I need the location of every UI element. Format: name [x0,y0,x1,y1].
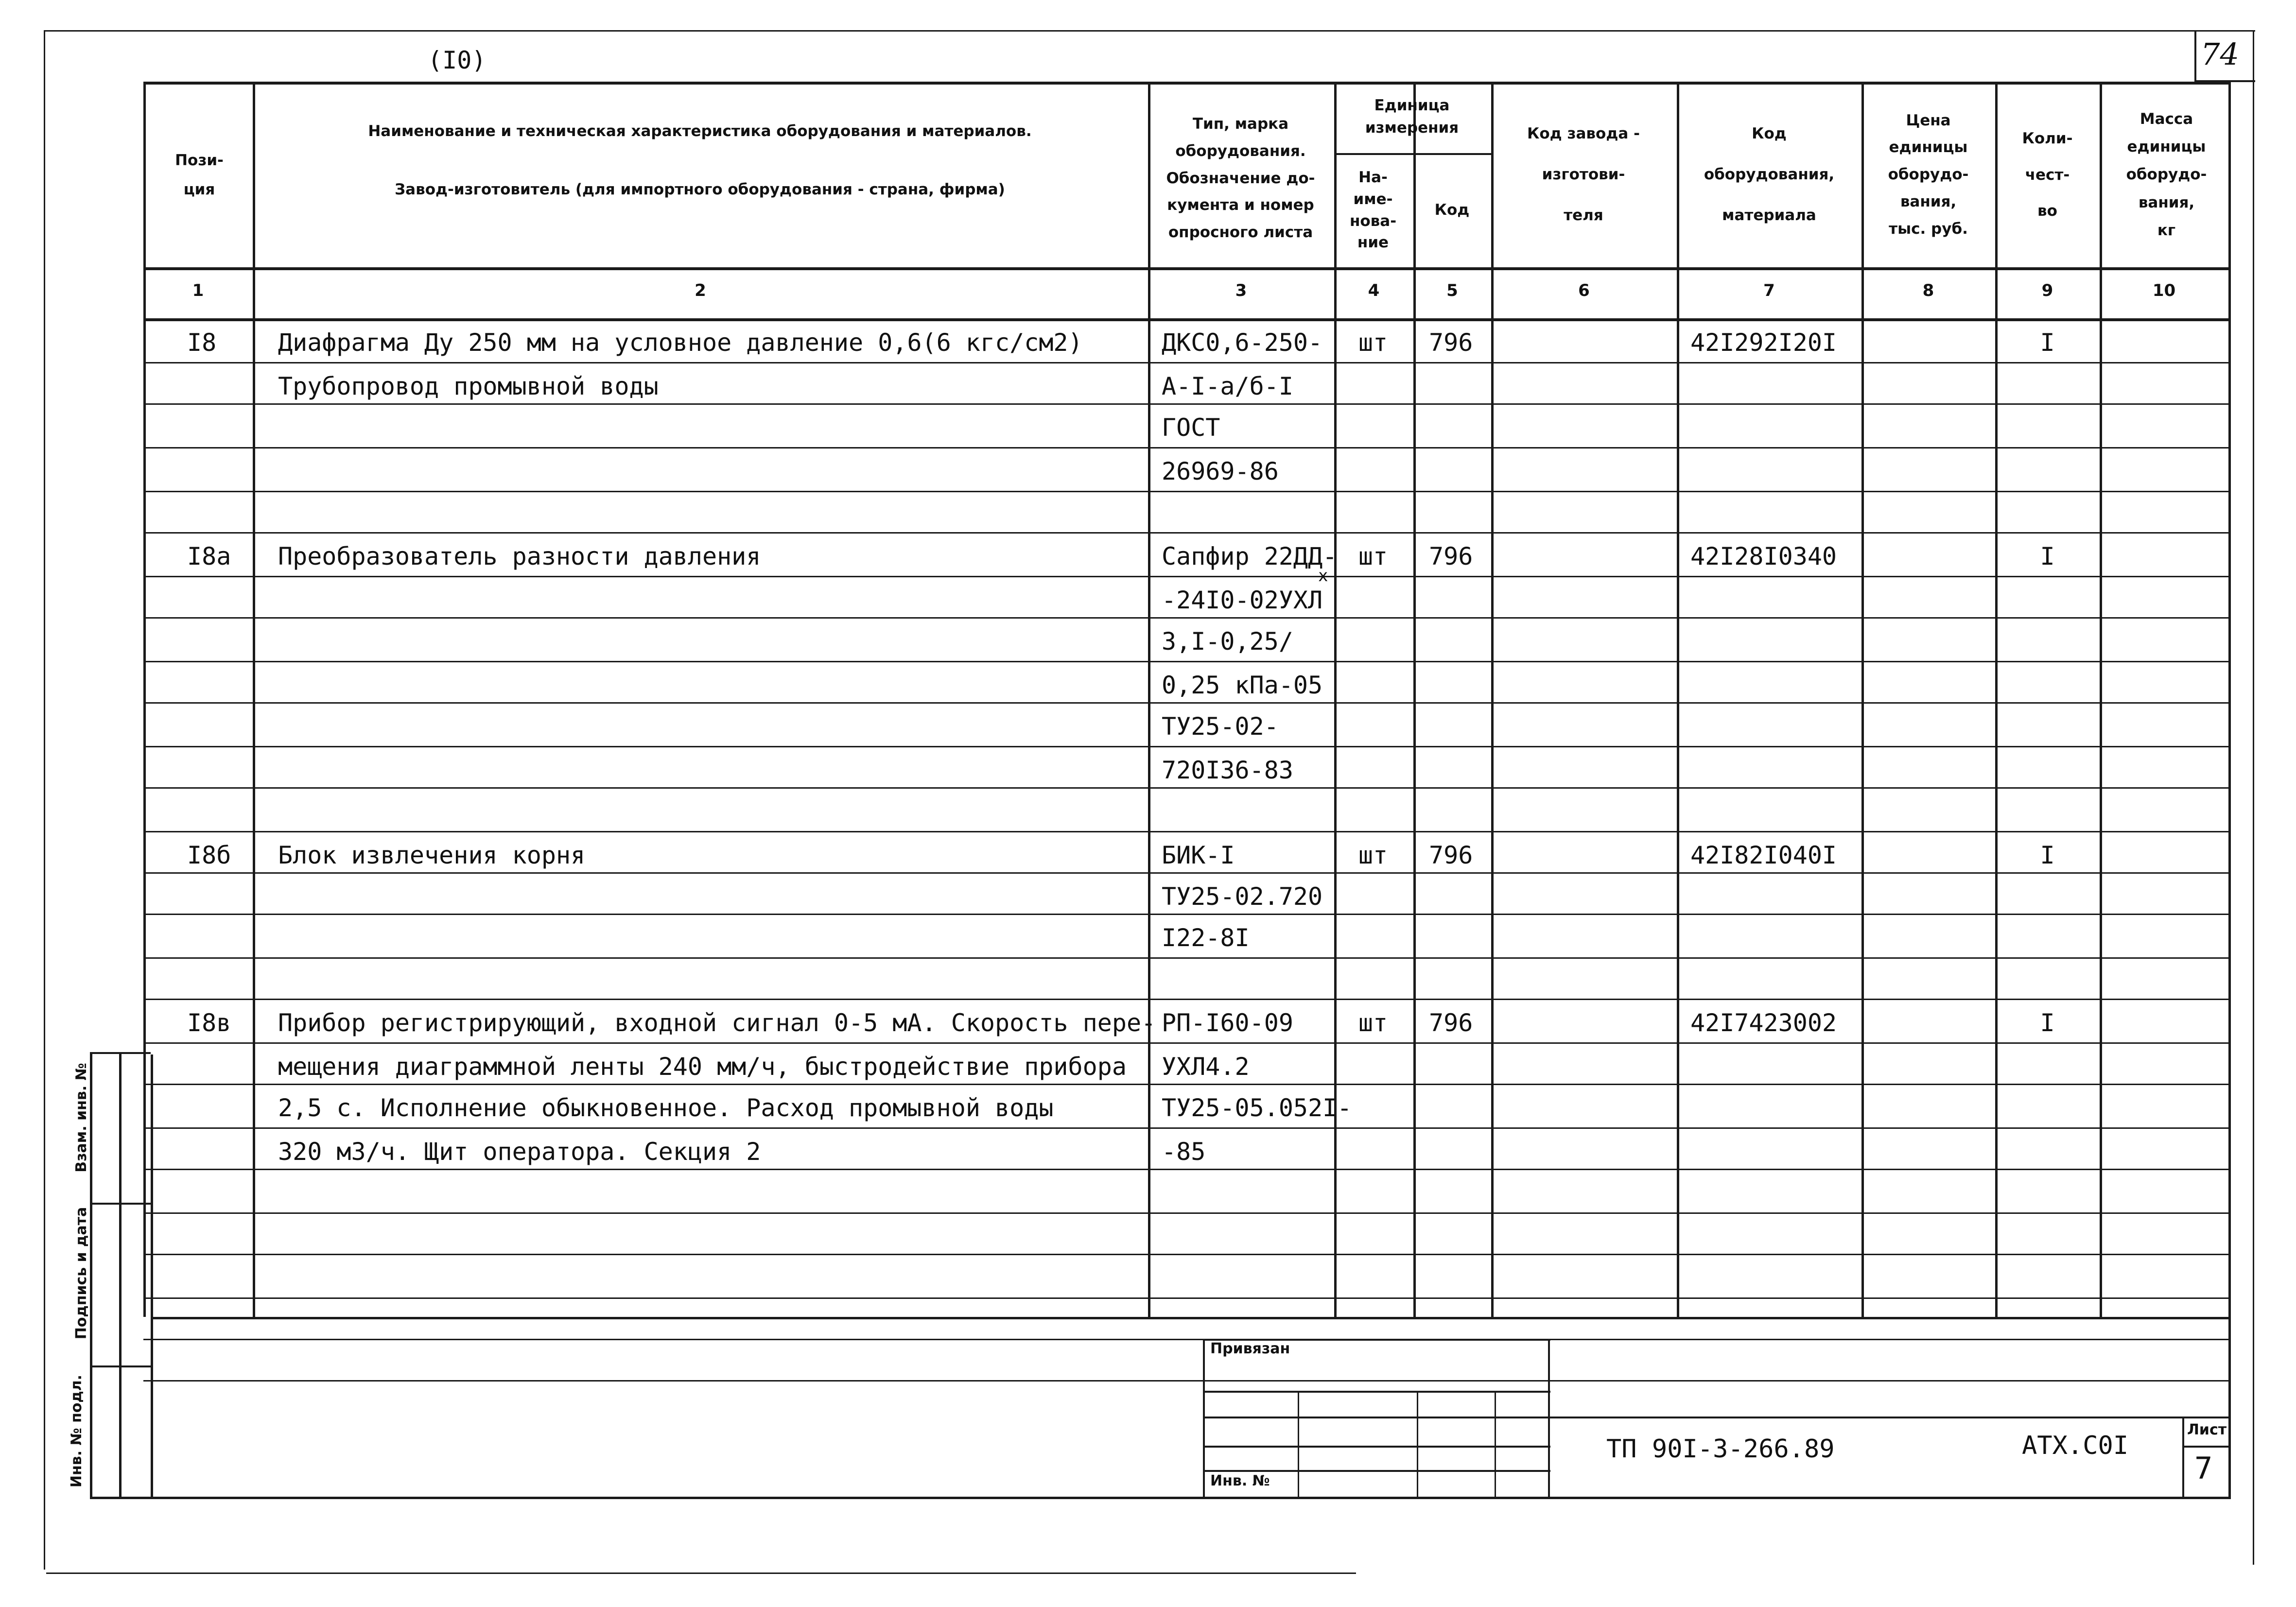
row-name: 320 м3/ч. Щит оператора. Секция 2 [278,1138,761,1166]
column-number-8: 8 [1922,281,1934,300]
column-number-1: 1 [192,281,204,300]
stamp-inv-no: Инв. № [1210,1472,1270,1489]
row-type: 0,25 кПа-05 [1162,671,1323,699]
row-position: I8а [187,542,231,570]
row-name: Трубопровод промывной воды [278,372,659,400]
row-unit-name: шт [1358,841,1388,869]
header-equipment-code: Код оборудования, материала [1704,125,1835,224]
row-unit-code: 796 [1429,1009,1473,1037]
row-unit-name: шт [1358,328,1388,357]
row-type: УХЛ4.2 [1162,1053,1250,1081]
row-type: 26969-86 [1162,457,1279,485]
row-quantity: I [2040,1009,2055,1037]
header-quantity: Коли- чест- во [2022,130,2073,220]
row-type: БИК-I [1162,841,1235,869]
header-unit-group: Единица измерения [1365,96,1459,137]
superscript-x: x [1318,566,1328,586]
row-type: 3,I-0,25/ [1162,627,1293,656]
column-number-4: 4 [1368,281,1380,300]
column-number-7: 7 [1763,281,1775,300]
row-equipment-code: 42I292I20I [1690,328,1837,357]
corner-page-number: 74 [2201,36,2239,72]
header-mass: Масса единицы оборудо- вания, кг [2126,110,2207,240]
row-unit-name: шт [1358,542,1388,570]
row-position: I8в [187,1009,231,1037]
stamp-mark: АТХ.С0I [2022,1431,2129,1460]
row-name: Блок извлечения корня [278,841,586,869]
row-quantity: I [2040,841,2055,869]
row-type: I22-8I [1162,924,1250,952]
stamp-document-code: ТП 90I-3-266.89 [1606,1434,1835,1464]
side-label-vzam: Взам. инв. № [73,1063,90,1173]
stamp-list-label: Лист [2187,1421,2227,1438]
column-number-10: 10 [2152,281,2176,300]
header-unit-name: На- име- нова- ние [1349,168,1397,252]
row-type: -85 [1162,1138,1206,1166]
row-equipment-code: 42I7423002 [1690,1009,1837,1037]
row-unit-code: 796 [1429,328,1473,357]
stamp-privyazan: Привязан [1210,1340,1290,1357]
sheet-marker: (I0) [428,46,487,74]
row-quantity: I [2040,328,2055,357]
row-type: ГОСТ [1162,414,1220,442]
side-label-podpis: Подпись и дата [73,1207,90,1340]
side-label-inv-podl: Инв. № подл. [68,1374,85,1488]
row-quantity: I [2040,542,2055,570]
row-name: 2,5 с. Исполнение обыкновенное. Расход промывной воды [278,1094,1054,1122]
header-type: Тип, марка оборудования. Обозначение до- кумента и номер опросного листа [1166,115,1315,242]
row-equipment-code: 42I28I0340 [1690,542,1837,570]
row-name: мещения диаграммной ленты 240 мм/ч, быстродействие прибора [278,1053,1127,1081]
row-type: А-I-а/б-I [1162,372,1293,400]
header-unit-code: Код [1434,201,1470,219]
row-type: ТУ25-05.052I- [1162,1094,1352,1122]
column-number-6: 6 [1578,281,1590,300]
row-name: Преобразователь разности давления [278,542,761,570]
row-position: I8 [187,328,217,357]
column-number-5: 5 [1446,281,1458,300]
row-type: -24I0-02УХЛ [1162,586,1323,614]
column-number-2: 2 [695,281,706,300]
header-name-line2: Завод-изготовитель (для импортного оборудования - страна, фирма) [395,180,1005,198]
row-type: 720I36-83 [1162,756,1293,784]
row-unit-code: 796 [1429,542,1473,570]
header-name-line1: Наименование и техническая характеристика оборудования и материалов. [368,122,1032,140]
row-unit-code: 796 [1429,841,1473,869]
row-equipment-code: 42I82I040I [1690,841,1837,869]
row-name: Прибор регистрирующий, входной сигнал 0-5 мА. Скорость пере- [278,1009,1156,1037]
row-type: ТУ25-02- [1162,712,1279,741]
column-number-3: 3 [1235,281,1247,300]
row-position: I8б [187,841,231,869]
row-unit-name: шт [1358,1009,1388,1037]
row-type: РП-I60-09 [1162,1009,1293,1037]
stamp-list-number: 7 [2194,1451,2213,1486]
row-type: Сапфир 22ДД- [1162,542,1338,570]
column-number-9: 9 [2041,281,2053,300]
row-type: ТУ25-02.720 [1162,882,1323,911]
header-position: Пози- ция [175,151,224,198]
row-type: ДКС0,6-250- [1162,328,1323,357]
header-factory-code: Код завода - изготови- теля [1527,125,1640,224]
header-price: Цена единицы оборудо- вания, тыс. руб. [1888,111,1969,238]
row-name: Диафрагма Ду 250 мм на условное давление 0,6(6 кгс/см2) [278,328,1083,357]
